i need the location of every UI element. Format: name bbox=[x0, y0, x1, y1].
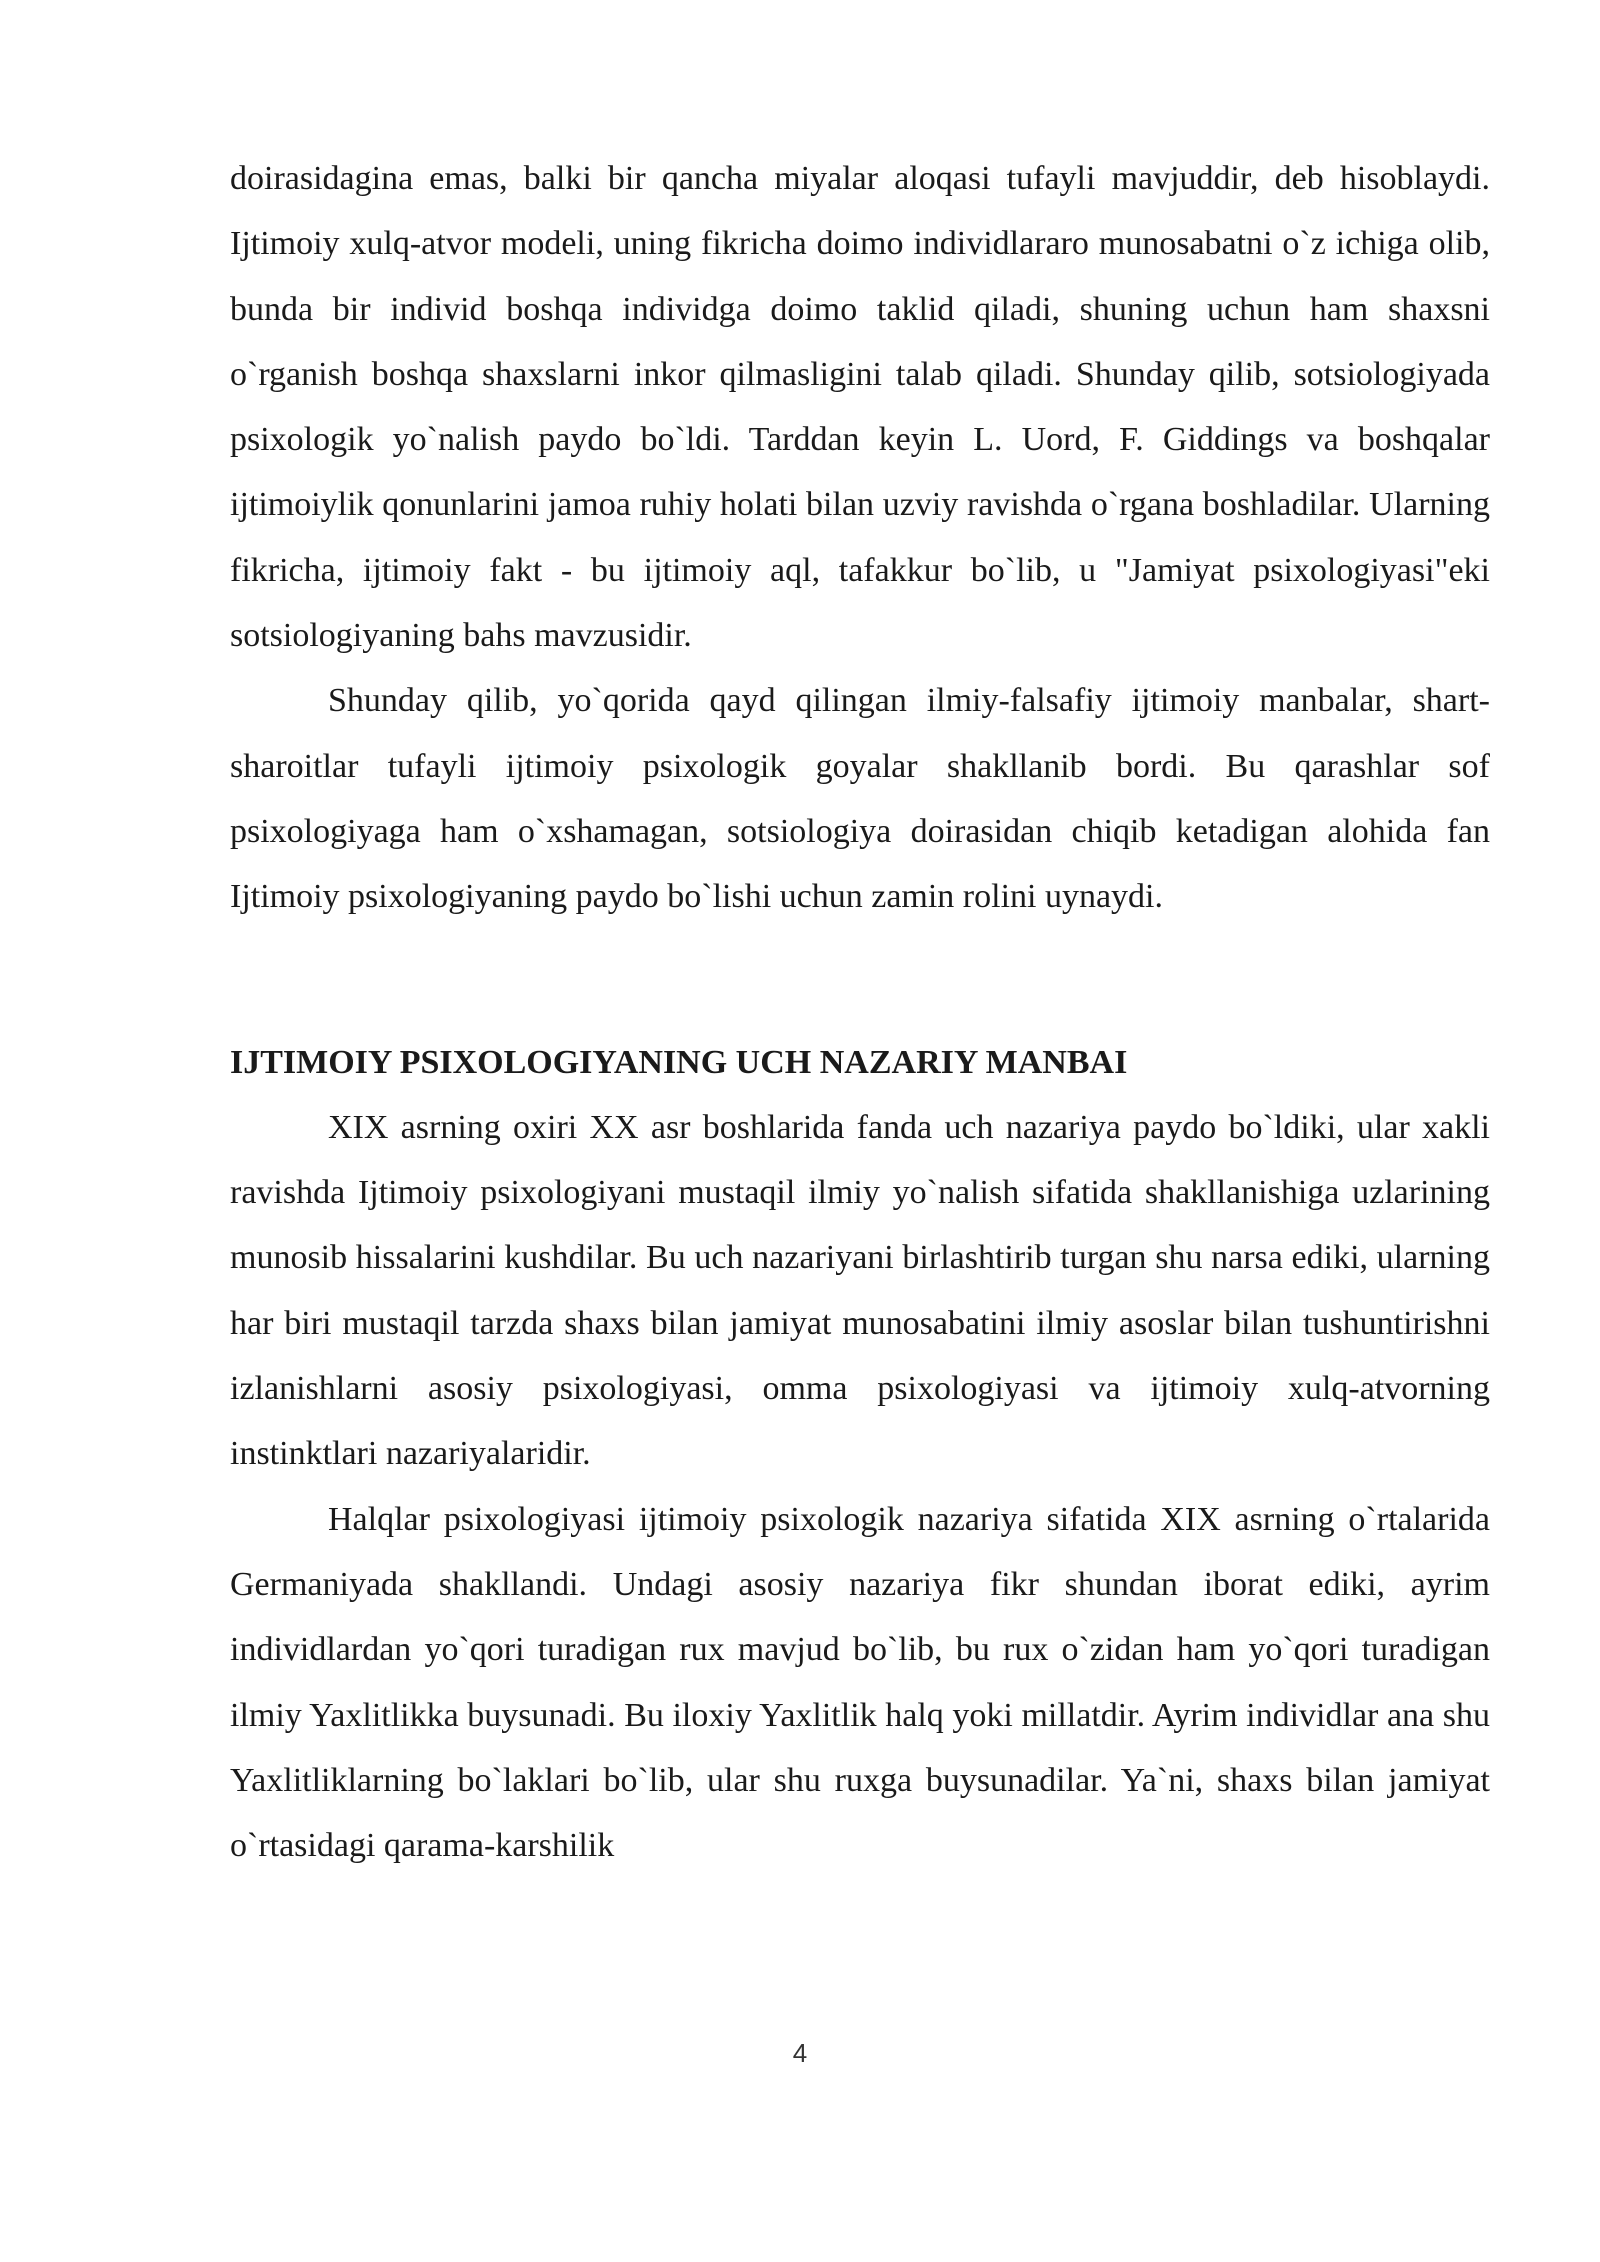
section-heading: IJTIMOIY PSIXOLOGIYANING UCH NAZARIY MANBAI bbox=[230, 1043, 1128, 1081]
body-paragraph: XIX asrning oxiri XX asr boshlarida fanda uch nazariya paydo bo`ldiki, ular xakli ravishda Ijtimoiy psixologiyani mustaqil ilmiy yo`nalish sifatida shakllanishiga uzlarining munosib hissalarini kushdilar. Bu uch nazariyani birlashtirib turgan shu narsa ediki, ularning har biri mustaqil tarzda shaxs bilan jamiyat munosabatini ilmiy asoslar bilan tushuntirishni izlanishlarni asosiy psixologiyasi, omma psixologiyasi va ijtimoiy xulq-atvorning instinktlari nazariyalaridir. bbox=[230, 1108, 1490, 1473]
body-paragraph: doirasidagina emas, balki bir qancha miyalar aloqasi tufayli mavjuddir, deb hisoblaydi. Ijtimoiy xulq-atvor modeli, uning fikricha doimo individlararo munosabatni o`z ichiga olib, bunda bir individ boshqa individga doimo taklid qiladi, shuning uchun ham shaxsni o`rganish boshqa shaxslarni inkor qilmasligini talab qiladi. Shunday qilib, sotsiologiyada psixologik yo`nalish paydo bo`ldi. Tarddan keyin L. Uord, F. Giddings va boshqalar ijtimoiylik qonunlarini jamoa ruhiy holati bilan uzviy ravishda o`rgana boshladilar. Ularning fikricha, ijtimoiy fakt - bu ijtimoiy aql, tafakkur bo`lib, u "Jamiyat psixologiyasi"eki sotsiologiyaning bahs mavzusidir. bbox=[230, 160, 1490, 655]
section-spacer bbox=[230, 930, 1490, 1030]
page-content bbox=[230, 146, 1490, 1878]
page-number: 4 bbox=[792, 2038, 808, 2068]
body-paragraph: Shunday qilib, yo`qorida qayd qilingan ilmiy-falsafiy ijtimoiy manbalar, shart-sharoitlar tufayli ijtimoiy psixologik goyalar shakllanib bordi. Bu qarashlar sof psixologiyaga ham o`xshamagan, sotsiologiya doirasidan chiqib ketadigan alohida fan Ijtimoiy psixologiyaning paydo bo`lishi uchun zamin rolini uynaydi. bbox=[230, 682, 1490, 916]
body-paragraph: Halqlar psixologiyasi ijtimoiy psixologik nazariya sifatida XIX asrning o`rtalarida Germaniyada shakllandi. Undagi asosiy nazariya fikr shundan iborat ediki, ayrim individlardan yo`qori turadigan rux mavjud bo`lib, bu rux o`zidan ham yo`qori turadigan ilmiy Yaxlitlikka buysunadi. Bu iloxiy Yaxlitlik halq yoki millatdir. Ayrim individlar ana shu Yaxlitliklarning bo`laklari bo`lib, ular shu ruxga buysunadilar. Ya`ni, shaxs bilan jamiyat o`rtasidagi qarama-karshilik bbox=[230, 1500, 1490, 1865]
